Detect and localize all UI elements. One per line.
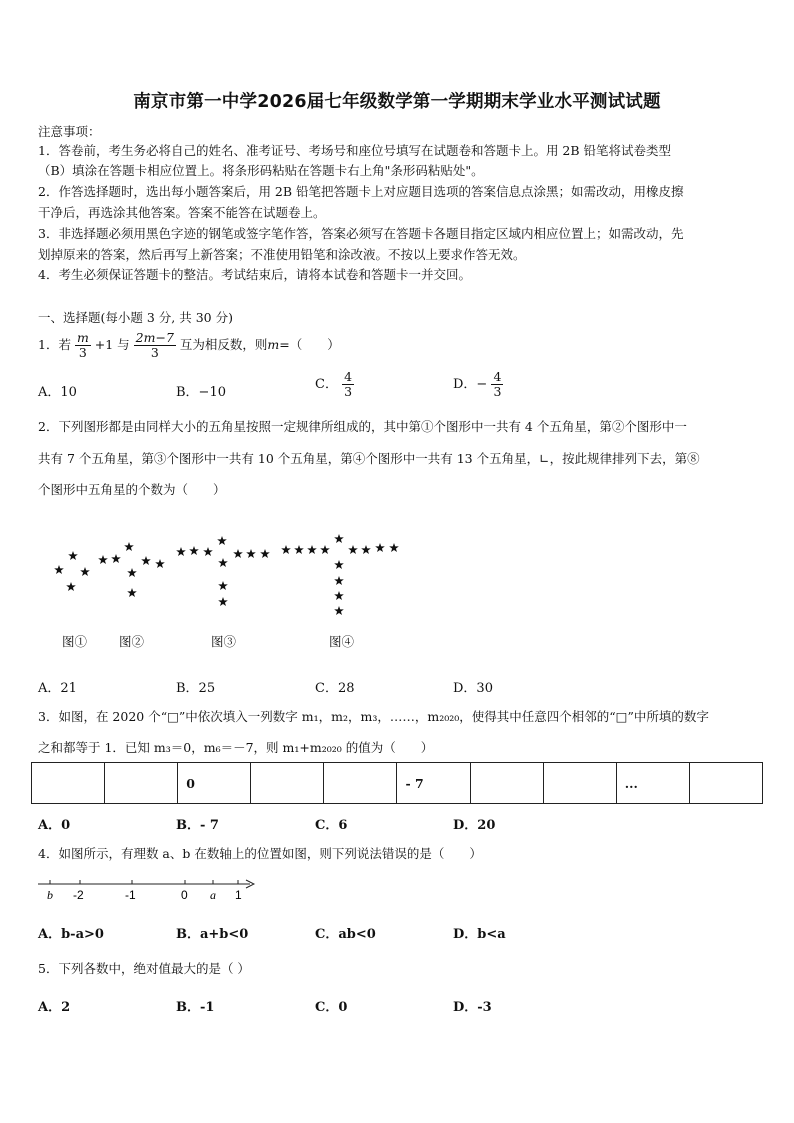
q4-option-d: D．b<a (453, 927, 506, 942)
sequence-cell (470, 763, 543, 804)
notice-line-7: 4．考生必须保证答题卡的整洁。考试结束后，请将本试卷和答题卡一并交回。 (38, 267, 471, 282)
q1-text-3: 互为相反数，则 (179, 337, 268, 352)
label-a: a (210, 888, 216, 902)
label-minus-1: -1 (125, 888, 136, 902)
sequence-cell (543, 763, 616, 804)
label-b: b (47, 888, 53, 902)
star-icon (246, 549, 256, 558)
q1-fraction-1-num: m (76, 330, 89, 345)
notice-line-5: 3．非选择题必须用黑色字迹的钢笔或签字笔作答，答案必须写在答题卡各题目指定区域内相应位置上；如需改动，先 (38, 226, 684, 241)
sequence-table (31, 762, 763, 804)
q4-option-a: A．b-a>0 (38, 927, 104, 942)
q1-option-a: A．10 (38, 385, 77, 400)
sequence-cell (689, 763, 762, 804)
q3-option-c: C．6 (315, 818, 348, 833)
sequence-cell: 0 (178, 763, 251, 804)
notice-line-1: 1．答卷前，考生务必将自己的姓名、准考证号、考场号和座位号填写在试题卷和答题卡上。用 2B 铅笔将试卷类型 (38, 143, 672, 158)
q2-line-2: 共有 7 个五角星，第③个图形中一共有 10 个五角星，第④个图形中一共有 13 个五角星，∟，按此规律排列下去，第⑧ (38, 451, 700, 466)
star-icon (375, 543, 385, 552)
q1-fraction-1-den: 3 (78, 345, 87, 360)
star-icon (389, 543, 399, 552)
q1-option-c-den: 3 (344, 384, 353, 399)
star-icon (127, 588, 137, 597)
figure-1-caption: 图① (62, 634, 88, 649)
section-heading: 一、选择题(每小题 3 分, 共 30 分) (38, 310, 233, 325)
q1-fraction-2 (134, 331, 176, 360)
figure-2-stars (98, 542, 165, 597)
q1-option-d-label: D．− (453, 377, 488, 392)
q2-option-c: C．28 (315, 681, 355, 696)
q1-option-b: B．−10 (176, 385, 226, 400)
q3-line-1: 3．如图，在 2020 个“□”中依次填入一列数字 m₁，m₂，m₃，……，m₂₀₂₀，使得其中任意四个相邻的“□”中所填的数字 (38, 709, 709, 724)
q1-option-c-num: 4 (344, 369, 353, 384)
q1-option-c (315, 370, 354, 399)
star-icon (66, 582, 76, 591)
q1-option-d-den: 3 (493, 384, 502, 399)
sequence-cell: - 7 (397, 763, 470, 804)
star-icon (334, 560, 344, 569)
sequence-cell (251, 763, 324, 804)
notice-heading: 注意事项： (38, 124, 101, 139)
q1-var-m: m (267, 337, 280, 352)
number-line (36, 872, 261, 904)
star-icon (218, 597, 228, 606)
star-icon (260, 549, 270, 558)
star-icon (294, 545, 304, 554)
q3-line-2: 之和都等于 1．已知 m₃＝0，m₆＝－7，则 m₁+m₂₀₂₀ 的值为（ ） (38, 740, 434, 755)
star-icon (189, 546, 199, 555)
q1-text-4: =（ ） (279, 337, 340, 352)
notice-line-4: 干净后，再选涂其他答案。答案不能答在试题卷上。 (38, 205, 326, 220)
q5-line-1: 5．下列各数中，绝对值最大的是（ ） (38, 961, 250, 976)
q5-option-b: B．-1 (176, 1000, 215, 1015)
q2-option-d: D．30 (453, 681, 493, 696)
q4-line-1: 4．如图所示，有理数 a、b 在数轴上的位置如图，则下列说法错误的是（ ） (38, 846, 482, 861)
star-icon (176, 547, 186, 556)
q5-option-d: D．-3 (453, 1000, 492, 1015)
label-minus-2: -2 (73, 888, 84, 902)
q1-option-c-fraction (342, 370, 354, 399)
star-icon (141, 556, 151, 565)
question-1 (38, 330, 340, 360)
star-icon (334, 606, 344, 615)
q1-text-1: 1．若 (38, 337, 71, 352)
q1-option-c-label: C． (315, 377, 338, 392)
star-icon (307, 545, 317, 554)
label-one: 1 (235, 888, 242, 902)
star-icon (361, 545, 371, 554)
sequence-cell (32, 763, 105, 804)
sequence-cell: ... (616, 763, 689, 804)
star-icon (233, 549, 243, 558)
star-icon (281, 545, 291, 554)
figure-4-caption: 图④ (329, 634, 355, 649)
sequence-cell (105, 763, 178, 804)
q4-option-b: B．a+b<0 (176, 927, 249, 942)
figure-3-caption: 图③ (211, 634, 237, 649)
notice-line-2: （B）填涂在答题卡相应位置上。将条形码粘贴在答题卡右上角"条形码粘贴处"。 (38, 163, 484, 178)
star-icon (218, 558, 228, 567)
q3-option-b: B．- 7 (176, 818, 219, 833)
star-icon (320, 545, 330, 554)
q2-option-a: A．21 (38, 681, 77, 696)
star-icon (111, 554, 121, 563)
star-figures (40, 530, 420, 630)
star-icon (54, 565, 64, 574)
q2-line-3: 个图形中五角星的个数为（ ） (38, 482, 226, 497)
page-title: 南京市第一中学2026届七年级数学第一学期期末学业水平测试试题 (133, 92, 661, 112)
q1-fraction-2-num: 2m−7 (135, 330, 174, 345)
q1-fraction-1 (75, 331, 91, 360)
figure-3-stars (176, 536, 270, 606)
q2-line-1: 2．下列图形都是由同样大小的五角星按照一定规律所组成的，其中第①个图形中一共有 4 个五角星，第②个图形中一 (38, 419, 687, 434)
q1-option-d (453, 370, 503, 399)
star-icon (334, 591, 344, 600)
star-icon (98, 555, 108, 564)
table-row (32, 763, 763, 804)
notice-line-3: 2．作答选择题时，选出每小题答案后，用 2B 铅笔把答题卡上对应题目选项的答案信息点涂黑；如需改动，用橡皮擦 (38, 184, 684, 199)
star-icon (218, 581, 228, 590)
star-icon (80, 567, 90, 576)
star-icon (124, 542, 134, 551)
q3-option-d: D．20 (453, 818, 496, 833)
figure-1-stars (54, 551, 90, 591)
q5-option-c: C．0 (315, 1000, 348, 1015)
star-icon (155, 559, 165, 568)
star-icon (68, 551, 78, 560)
star-icon (334, 576, 344, 585)
sequence-cell (324, 763, 397, 804)
star-icon (334, 534, 344, 543)
notice-line-6: 划掉原来的答案，然后再写上新答案；不准使用铅笔和涂改液。不按以上要求作答无效。 (38, 247, 526, 262)
q3-option-a: A．0 (38, 818, 71, 833)
q1-text-2: +1 与 (94, 337, 130, 352)
q1-fraction-2-den: 3 (150, 345, 159, 360)
q1-option-d-fraction (491, 370, 503, 399)
q1-option-d-num: 4 (493, 369, 502, 384)
q2-option-b: B．25 (176, 681, 216, 696)
label-zero: 0 (181, 888, 188, 902)
star-icon (217, 536, 227, 545)
figure-4-stars (281, 534, 399, 615)
figure-2-caption: 图② (119, 634, 145, 649)
star-icon (348, 545, 358, 554)
q5-option-a: A．2 (38, 1000, 71, 1015)
q4-option-c: C．ab<0 (315, 927, 376, 942)
star-icon (127, 568, 137, 577)
star-icon (203, 547, 213, 556)
